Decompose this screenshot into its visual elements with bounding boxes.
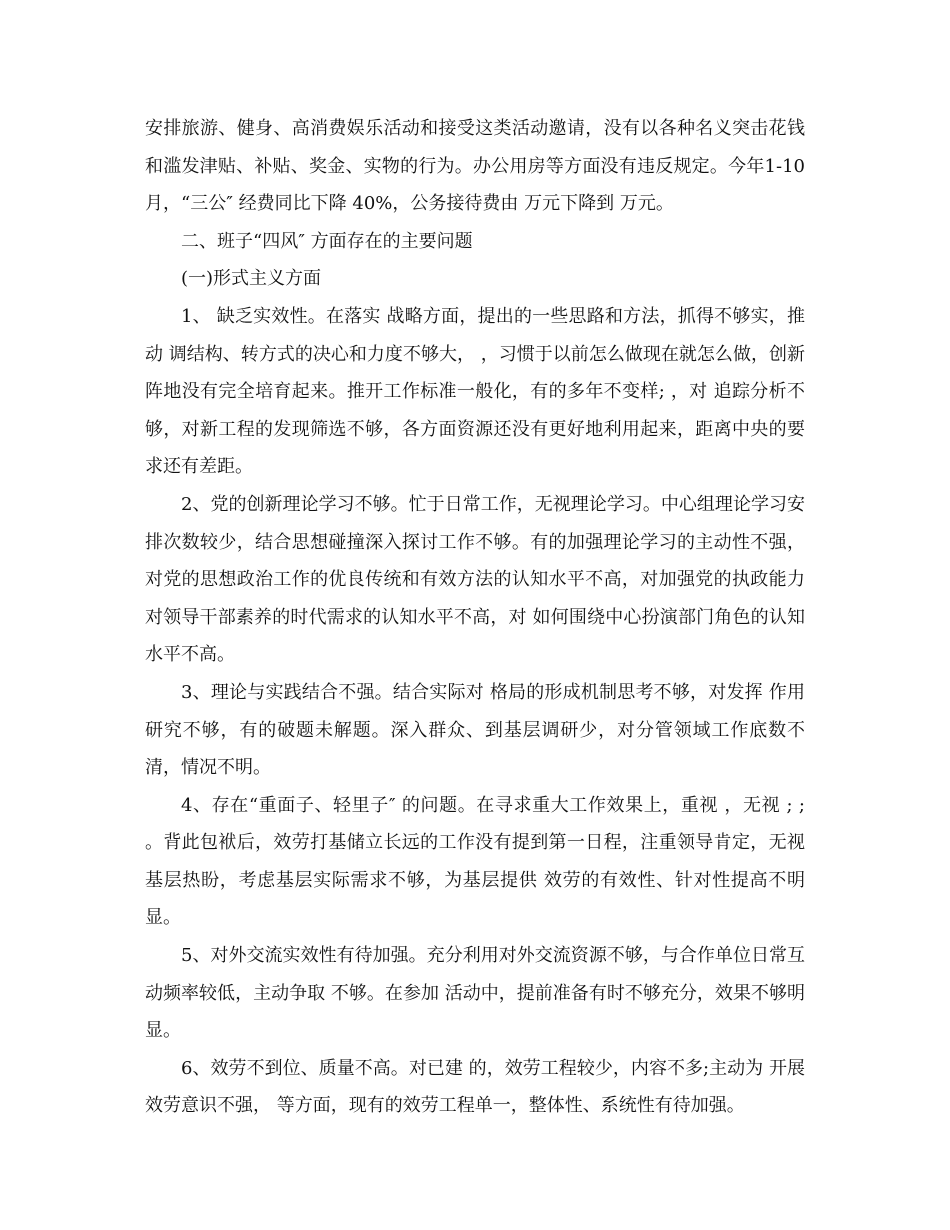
paragraph-item-6: 6、效劳不到位、质量不高。对已建 的，效劳工程较少，内容不多;主动为 开展效劳意识不强， 等方面，现有的效劳工程单一，整体性、系统性有待加强。 xyxy=(145,1057,805,1117)
section-heading: 二、班子“四风″ 方面存在的主要问题 xyxy=(181,230,473,252)
paragraph-item-5: 5、对外交流实效性有待加强。充分利用对外交流资源不够，与合作单位日常互动频率较低，主动争取 不够。在参加 活动中，提前准备有时不够充分，效果不够明显。 xyxy=(145,945,805,1042)
paragraph-item-3: 3、理论与实践结合不强。结合实际对 格局的形成机制思考不够，对发挥 作用研究不够，有的破题未解题。深入群众、到基层调研少，对分管领域工作底数不清，情况不明。 xyxy=(145,681,805,779)
document-body xyxy=(145,110,805,1125)
paragraph-item-1: 1、 缺乏实效性。在落实 战略方面，提出的一些思路和方法，抓得不够实，推动 调结构、转方式的决心和力度不够大， ，习惯于以前怎么做现在就怎么做，创新阵地没有完全培育起来。推开工作标准一般化，有的多年不变样; ，对 追踪分析不够，对新工程的发现筛选不够，各方面资源还没有更好地利用起来，距离中央的要求还有差距。 xyxy=(145,305,805,478)
paragraph-item-4: 4、存在“重面子、轻里子″ 的问题。在寻求重大工作效果上，重视 ，无视 ; ; 。背此包袱后，效劳打基储立长远的工作没有提到第一日程，注重领导肯定，无视基层热盼，考虑基层实际需求不够，为基层提供 效劳的有效性、针对性提高不明显。 xyxy=(145,794,805,929)
subsection-heading: (一)形式主义方面 xyxy=(181,268,322,290)
paragraph-item-2: 2、党的创新理论学习不够。忙于日常工作，无视理论学习。中心组理论学习安排次数较少，结合思想碰撞深入探讨工作不够。有的加强理论学习的主动性不强，对党的思想政治工作的优良传统和有效方法的认知水平不高，对加强党的执政能力对领导干部素养的时代需求的认知水平不高，对 如何围绕中心扮演部门角色的认知水平不高。 xyxy=(145,493,805,666)
paragraph-continued: 安排旅游、健身、高消费娱乐活动和接受这类活动邀请，没有以各种名义突击花钱和滥发津贴、补贴、奖金、实物的行为。办公用房等方面没有违反规定。今年1-10月，“三公″ 经费同比下降 40%，公务接待费由 万元下降到 万元。 xyxy=(145,118,805,215)
